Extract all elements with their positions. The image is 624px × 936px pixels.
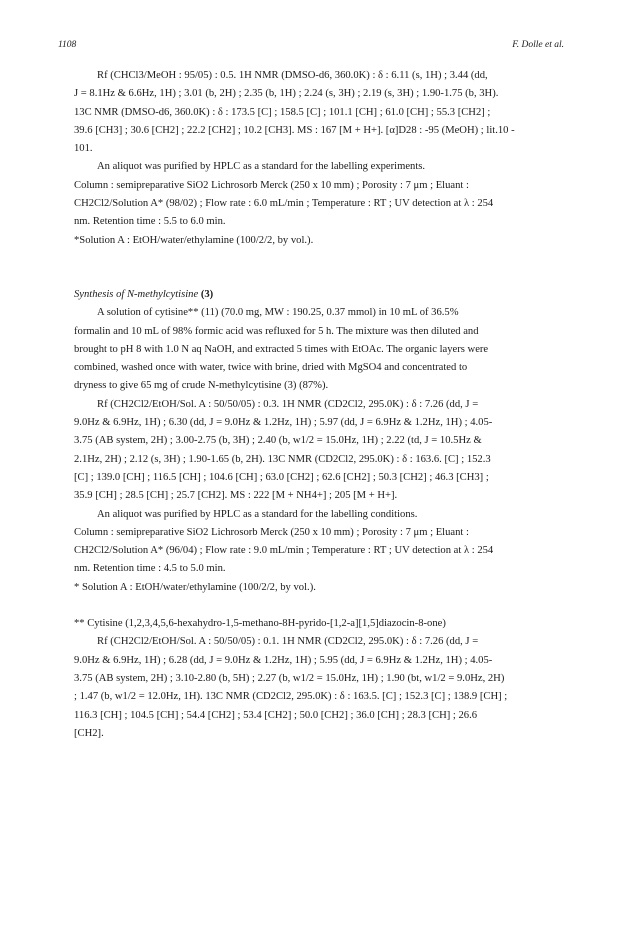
nmr-data-line: Rf (CH2Cl2/EtOH/Sol. A : 50/50/05) : 0.3. 1H NMR (CD2Cl2, 295.0K) : δ : 7.26 (dd, J = [97, 398, 479, 410]
hplc-conditions-line: nm. Retention time : 4.5 to 5.0 min. [74, 563, 226, 575]
nmr-data-line: 9.0Hz & 6.9Hz, 1H) ; 6.28 (dd, J = 9.0Hz & 1.2Hz, 1H) ; 5.95 (dd, J = 6.9Hz & 1.2Hz, 1H) ; 4.05- [74, 654, 493, 666]
nmr-data-line: 35.9 [CH] ; 28.5 [CH] ; 25.7 [CH2]. MS : 222 [M + NH4+] ; 205 [M + H+]. [74, 490, 398, 502]
hplc-conditions-line: CH2Cl2/Solution A* (98/02) ; Flow rate : 6.0 mL/min ; Temperature : RT ; UV detection at λ : 254 [74, 198, 494, 210]
nmr-data-line: Rf (CH2Cl2/EtOH/Sol. A : 50/50/05) : 0.1. 1H NMR (CD2Cl2, 295.0K) : δ : 7.26 (dd, J = [97, 636, 479, 648]
nmr-data-line: [C] ; 139.0 [CH] ; 116.5 [CH] ; 104.6 [CH] ; 63.0 [CH2] ; 62.6 [CH2] ; 50.3 [CH2] ; 46.3 [CH3] ; [74, 471, 489, 483]
hplc-conditions-line: nm. Retention time : 5.5 to 6.0 min. [74, 216, 226, 228]
section-title [74, 286, 548, 304]
nmr-data-line: 39.6 [CH3] ; 30.6 [CH2] ; 22.2 [CH2] ; 10.2 [CH3]. MS : 167 [M + H+]. [α]D28 : -95 (MeOH) ; lit.10 - [74, 124, 515, 136]
hplc-intro: An aliquot was purified by HPLC as a standard for the labelling experiments. [97, 161, 426, 173]
running-header-author: F. Dolle et al. [512, 40, 564, 50]
page-number: 1108 [58, 40, 77, 50]
nmr-data-line: 116.3 [CH] ; 104.5 [CH] ; 54.4 [CH2] ; 53.4 [CH2] ; 50.0 [CH2] ; 36.0 [CH] ; 28.3 [CH] ; 26.6 [74, 709, 478, 721]
nmr-data-line: [CH2]. [74, 727, 104, 739]
nmr-data-line: 13C NMR (DMSO-d6, 360.0K) : δ : 173.5 [C] ; 158.5 [C] ; 101.1 [CH] ; 61.0 [CH] ; 55.3 [CH2] ; [74, 106, 491, 118]
compound-number: (3) [200, 288, 214, 300]
procedure-line: brought to pH 8 with 1.0 N aq NaOH, and extracted 5 times with EtOAc. The organic layers were [74, 343, 489, 355]
hplc-conditions-line: Column : semipreparative SiO2 Lichrosorb Merck (250 x 10 mm) ; Porosity : 7 μm ; Eluant : [74, 179, 469, 191]
nmr-data-line: Rf (CHCl3/MeOH : 95/05) : 0.5. 1H NMR (DMSO-d6, 360.0K) : δ : 6.11 (s, 1H) ; 3.44 (dd, [97, 70, 488, 81]
footnote-title: ** Cytisine (1,2,3,4,5,6-hexahydro-1,5-methano-8H-pyrido-[1,2-a][1,5]diazocin-8-one) [74, 618, 446, 630]
nmr-data-line: 101. [74, 143, 93, 155]
hplc-intro: An aliquot was purified by HPLC as a standard for the labelling conditions. [97, 508, 418, 520]
solution-note: * Solution A : EtOH/water/ethylamine (100/2/2, by vol.). [74, 581, 316, 593]
nmr-data-line: ; 1.47 (b, w1/2 = 12.0Hz, 1H). 13C NMR (CD2Cl2, 295.0K) : δ : 163.5. [C] ; 152.3 [C] ; 138.9 [CH] ; [74, 691, 508, 703]
procedure-line: A solution of cytisine** (11) (70.0 mg, MW : 190.25, 0.37 mmol) in 10 mL of 36.5% [97, 307, 459, 319]
nmr-data-line: 3.75 (AB system, 2H) ; 3.00-2.75 (b, 3H) ; 2.40 (b, w1/2 = 15.0Hz, 1H) ; 2.22 (td, J = 10.5Hz & [74, 435, 482, 447]
hplc-conditions-line: CH2Cl2/Solution A* (96/04) ; Flow rate : 9.0 mL/min ; Temperature : RT ; UV detection at λ : 254 [74, 545, 494, 557]
nmr-data-line: 9.0Hz & 6.9Hz, 1H) ; 6.30 (dd, J = 9.0Hz & 1.2Hz, 1H) ; 5.97 (dd, J = 6.9Hz & 1.2Hz, 1H) ; 4.05- [74, 417, 493, 429]
procedure-line: dryness to give 65 mg of crude N-methylcytisine (3) (87%). [74, 380, 329, 392]
nmr-data-line: 2.1Hz, 2H) ; 2.12 (s, 3H) ; 1.90-1.65 (b, 2H). 13C NMR (CD2Cl2, 295.0K) : δ : 163.6. [C] ; 152.3 [74, 453, 491, 465]
nmr-data-line: 3.75 (AB system, 2H) ; 3.10-2.80 (b, 5H) ; 2.27 (b, w1/2 = 15.0Hz, 1H) ; 1.90 (bt, w1/2 = 9.0Hz, 2H) [74, 672, 505, 684]
nmr-data-line: J = 8.1Hz & 6.6Hz, 1H) ; 3.01 (b, 2H) ; 2.35 (b, 1H) ; 2.24 (s, 3H) ; 2.19 (s, 3H) ; 1.90-1.75 (b, 3H). [74, 88, 499, 100]
page-body [74, 67, 548, 743]
section-title-text: Synthesis of N-methylcytisine [74, 288, 199, 300]
procedure-line: formalin and 10 mL of 98% formic acid was refluxed for 5 h. The mixture was then diluted and [74, 325, 479, 337]
solution-note: *Solution A : EtOH/water/ethylamine (100/2/2, by vol.). [74, 234, 314, 246]
procedure-line: combined, washed once with water, twice with brine, dried with MgSO4 and concentrated to [74, 362, 468, 374]
hplc-conditions-line: Column : semipreparative SiO2 Lichrosorb Merck (250 x 10 mm) ; Porosity : 7 μm ; Eluant : [74, 526, 469, 538]
